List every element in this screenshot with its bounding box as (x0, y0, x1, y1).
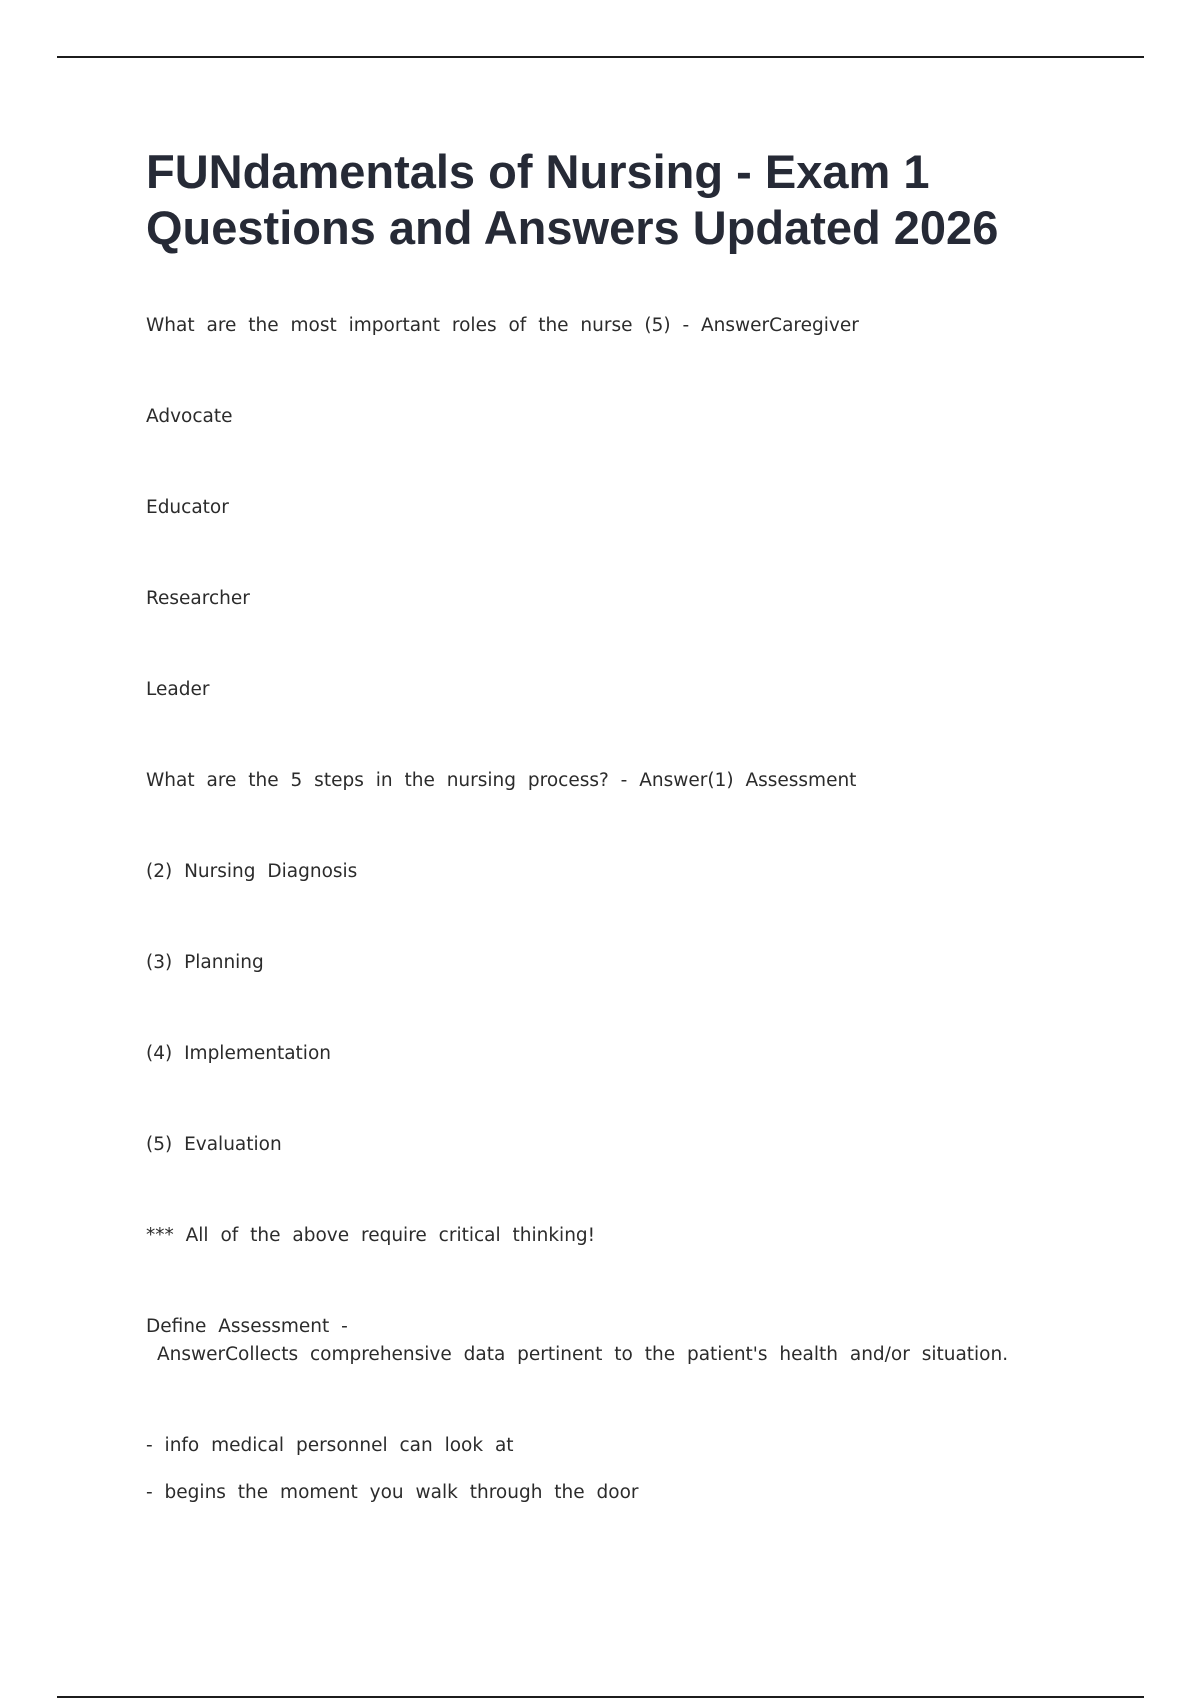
critical-thinking-note: *** All of the above require critical thinking! (146, 1225, 596, 1246)
question-define-assessment: Define Assessment - (146, 1316, 348, 1337)
answer-line-leader: Leader (146, 679, 210, 700)
header-rule (57, 56, 1144, 58)
answer-assessment: AnswerCollects comprehensive data pertinent to the patient's health and/or situation. (157, 1344, 1009, 1365)
answer-line-educator: Educator (146, 497, 229, 518)
question-nursing-process: What are the 5 steps in the nursing process? - Answer(1) Assessment (146, 770, 857, 791)
answer-line-researcher: Researcher (146, 588, 250, 609)
answer-line-advocate: Advocate (146, 406, 233, 427)
bullet-begins-moment: - begins the moment you walk through the door (146, 1482, 639, 1503)
answer-line-evaluation: (5) Evaluation (146, 1134, 282, 1155)
answer-line-diagnosis: (2) Nursing Diagnosis (146, 861, 358, 882)
bullet-info-medical-personnel: - info medical personnel can look at (146, 1435, 514, 1456)
question-roles: What are the most important roles of the nurse (5) - AnswerCaregiver (146, 315, 859, 336)
answer-line-planning: (3) Planning (146, 952, 264, 973)
document-title: FUNdamentals of Nursing - Exam 1 Questions and Answers Updated 2026 (146, 145, 999, 254)
footer-rule (57, 1696, 1144, 1698)
answer-line-implementation: (4) Implementation (146, 1043, 331, 1064)
